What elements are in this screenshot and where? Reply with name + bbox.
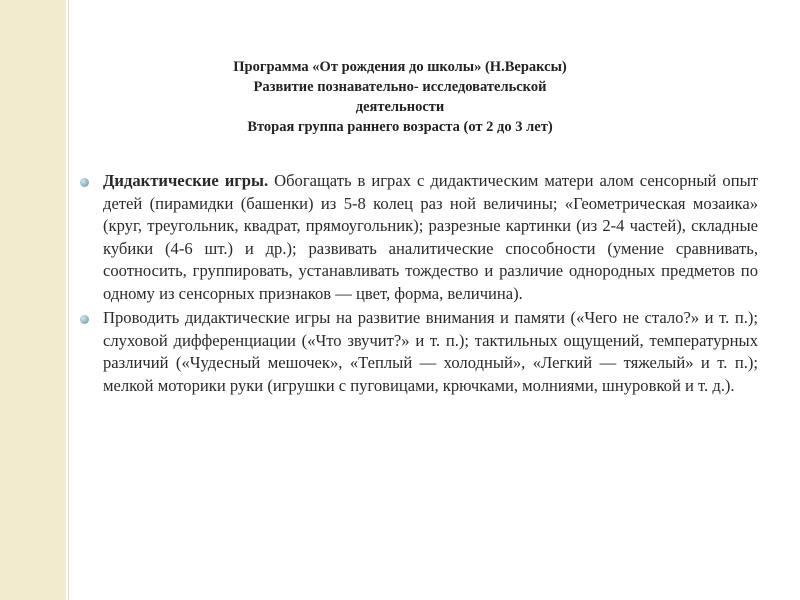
bullet-icon: [80, 178, 89, 187]
title-line-section: Развитие познавательно- исследовательской: [253, 79, 547, 95]
title-line-program: Программа «От рождения до школы» (Н.Вераксы): [233, 59, 567, 75]
title-line-activity: деятельности: [355, 99, 445, 115]
bullet-text: Проводить дидактические игры на развитие внимания и памяти («Чего не стало?» и т. п.); слуховой дифференциации («Что звучит?» и т. п.); тактильных ощущений, температурных различий («Чудесный мешочек», «Теплый — холодный», «Легкий — тяжелый» и т. п.); мелкой моторики руки (игрушки с пуговицами, крючками, молниями, шнуровкой и т. д.).: [103, 308, 758, 395]
title-line-age-group: Вторая группа раннего возраста (от 2 до 3 лет): [247, 119, 553, 135]
slide-body: [78, 170, 758, 397]
bullet-text: Обогащать в играх с дидактическим матери алом сенсорный опыт детей (пирамидки (башенки) из 5-8 колец раз ной величины; «Геометрическая мозаика» (круг, треугольник, квадрат, прямоугольник); разрезные картинки (из 2-4 частей), складные кубики (4-6 шт.) и др.); развивать аналитические способности (умение сравнивать, соотносить, группировать, устанавливать тождество и различие однородных предметов по одному из сенсорных признаков — цвет, форма, величина).: [103, 171, 759, 303]
bullet-item-conduct-games: [78, 307, 758, 397]
decorative-side-line: [68, 0, 69, 600]
bullet-icon: [80, 315, 89, 324]
decorative-side-band: [0, 0, 66, 600]
bullet-item-didactic-games: [78, 170, 758, 305]
bullet-lead: Дидактические игры.: [103, 171, 269, 190]
slide-title: [150, 57, 650, 137]
